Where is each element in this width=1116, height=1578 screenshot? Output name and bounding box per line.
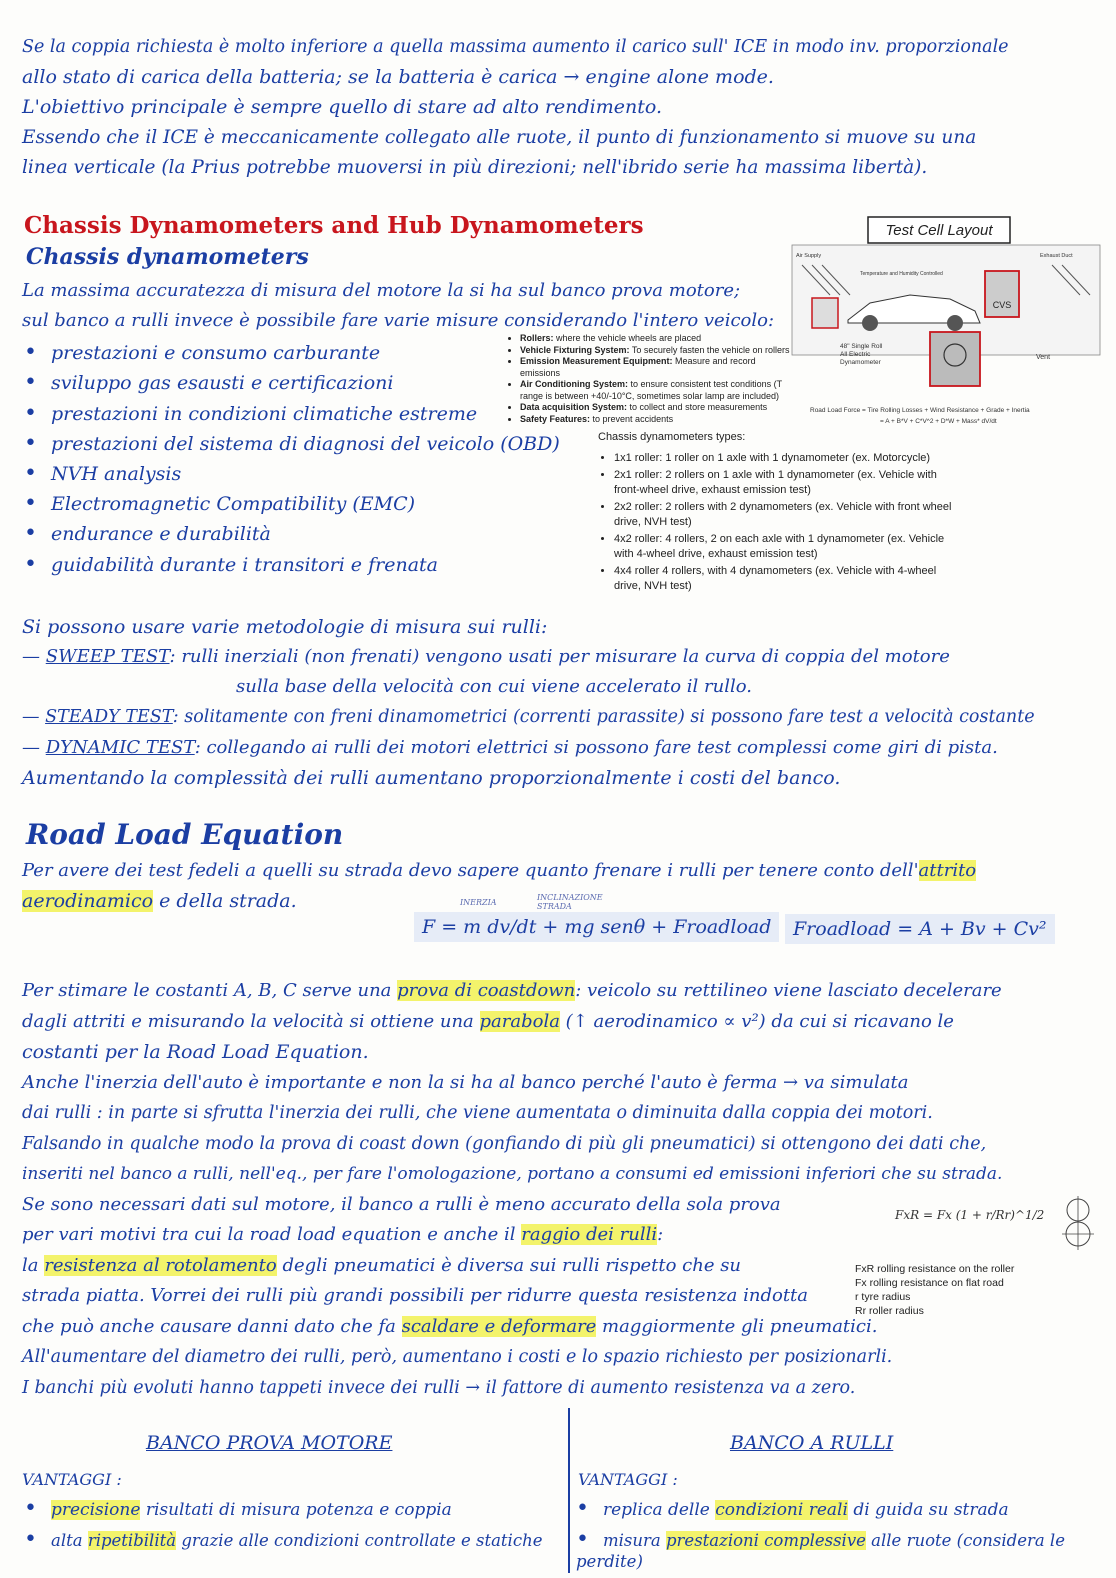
roller-sketch-icon <box>1056 1196 1100 1252</box>
type-item: • 1x1 roller: 1 roller on 1 axle with 1 dynamometer (ex. Motorcycle) <box>614 451 958 466</box>
methods-closing: Aumentando la complessità dei rulli aumentano proporzionalmente i costi del banco. <box>22 767 841 789</box>
roll-caption: FxR rolling resistance on the roller <box>855 1263 1015 1275</box>
car-wheel <box>862 315 878 331</box>
intro-line-5: linea verticale (la Prius potrebbe muoversi in più direzioni; nell'ibrido serie ha massima libertà). <box>22 157 928 178</box>
chassis-bullet: • NVH analysis <box>24 461 181 486</box>
roll-caption: Fx rolling resistance on flat road <box>855 1277 1004 1289</box>
equipment-item: • Emission Measurement Equipment: Measure and record emissions <box>520 356 792 379</box>
steady-test-line: — STEADY TEST: solitamente con freni dinamometrici (correnti parassite) si possono fare test a velocità costante <box>22 707 1035 727</box>
chassis-bullet: • sviluppo gas esausti e certificazioni <box>24 370 393 395</box>
intro-line-1: Se la coppia richiesta è molto inferiore a quella massima aumento il carico sull' ICE in modo inv. proporzionale <box>22 37 1009 57</box>
vent-label: Vent <box>1036 354 1051 361</box>
coastdown-line: dagli attriti e misurando la velocità si ottiene una parabola (↑ aerodinamico ∝ v²) da cui si ricavano le <box>22 1011 954 1032</box>
equipment-item: • Vehicle Fixturing System: To securely fasten the vehicle on rollers <box>520 345 792 357</box>
chassis-bullet: • prestazioni e consumo carburante <box>24 340 380 365</box>
inclinazione-note: INCLINAZIONE STRADA <box>537 893 603 911</box>
dynamic-test-line: — DYNAMIC TEST: collegando ai rulli dei motori elettrici si possono fare test complessi come giri di pista. <box>22 737 998 758</box>
intro-line-3: L'obiettivo principale è sempre quello di stare ad alto rendimento. <box>22 96 663 118</box>
exhaust-duct-label: Exhaust Duct <box>1040 253 1073 259</box>
road-load-formula-2: Froadload = A + Bv + Cv² <box>785 914 1055 944</box>
equipment-item: • Safety Features: to prevent accidents <box>520 414 792 426</box>
chassis-bullet: • Electromagnetic Compatibility (EMC) <box>24 491 415 516</box>
right-bullet: • misura prestazioni complessive alle ruote (considera le perdite) <box>576 1527 1116 1571</box>
dyno-label: All Electric <box>840 351 871 358</box>
sweep-test-line: — SWEEP TEST: rulli inerziali (non frenati) vengono usati per misurare la curva di coppia del motore <box>22 646 950 667</box>
roll-caption: r tyre radius <box>855 1291 911 1303</box>
chassis-bullet: • endurance e durabilità <box>24 521 271 546</box>
dyno-label: 48" Single Roll <box>840 343 883 350</box>
road-load-line-1: Per avere dei test fedeli a quelli su strada devo sapere quanto frenare i rulli per tenere conto dell'attrito <box>22 860 977 881</box>
left-column-title: BANCO PROVA MOTORE <box>146 1432 393 1454</box>
cvs-box <box>985 271 1019 317</box>
equipment-item: • Data acquisition System: to collect and store measurements <box>520 402 792 414</box>
coastdown-line: dai rulli : in parte si sfrutta l'inerzia dei rulli, che viene aumentata o diminuita dalla coppia dei motori. <box>22 1103 933 1123</box>
inerzia-note: INERZIA <box>460 898 497 907</box>
car-wheel <box>947 315 963 331</box>
chassis-line-2: sul banco a rulli invece è possibile fare varie misure considerando l'intero veicolo: <box>22 310 775 331</box>
types-heading: Chassis dynamometers types: <box>598 431 746 443</box>
fan-box <box>812 298 838 328</box>
road-load-title: Road Load Equation <box>26 818 344 851</box>
road-load-formula: Road Load Force = Tire Rolling Losses + Wind Resistance + Grade + Inertia <box>810 407 1030 414</box>
right-column-title: BANCO A RULLI <box>730 1432 894 1454</box>
dyno-box <box>930 332 980 386</box>
sweep-test-line-2: sulla base della velocità con cui viene accelerato il rullo. <box>236 676 752 697</box>
right-vantaggi: VANTAGGI : <box>578 1470 678 1489</box>
coastdown-line: costanti per la Road Load Equation. <box>22 1041 369 1063</box>
chassis-line-1: La massima accuratezza di misura del motore la si ha sul banco prova motore; <box>22 280 741 301</box>
chassis-bullet: • prestazioni in condizioni climatiche estreme <box>24 401 477 426</box>
type-item: • 2x2 roller: 2 rollers with 2 dynamometers (ex. Vehicle with front wheel drive, NVH test) <box>614 500 958 530</box>
coastdown-line: Per stimare le costanti A, B, C serve una prova di coastdown: veicolo su rettilineo viene lasciato decelerare <box>22 980 1002 1001</box>
coastdown-line: inseriti nel banco a rulli, nell'eq., per fare l'omologazione, portano a consumi ed emissioni inferiori che su strada. <box>22 1164 1003 1184</box>
road-load-formula: = A + B*V + C*V^2 + D*W + Mass* dV/dt <box>880 418 997 425</box>
diagram-title: Test Cell Layout <box>885 222 993 239</box>
coastdown-line: Se sono necessari dati sul motore, il banco a rulli è meno accurato della sola prova <box>22 1194 781 1215</box>
type-item: • 2x1 roller: 2 rollers on 1 axle with 1 dynamometer (ex. Vehicle with front-wheel drive, exhaust emission test) <box>614 468 958 498</box>
test-cell-diagram <box>790 215 1105 430</box>
coastdown-line: la resistenza al rotolamento degli pneumatici è diversa sui rulli rispetto che su <box>22 1255 742 1276</box>
coastdown-line: All'aumentare del diametro dei rulli, però, aumentano i costi e lo spazio richiesto per posizionarli. <box>22 1347 893 1367</box>
air-supply-label: Air Supply <box>796 253 822 259</box>
column-divider <box>568 1408 570 1573</box>
type-item: • 4x2 roller: 4 rollers, 2 on each axle with 1 dynamometer (ex. Vehicle with 4-wheel drive, exhaust emission test) <box>614 532 958 562</box>
intro-line-4: Essendo che il ICE è meccanicamente collegato alle ruote, il punto di funzionamento si muove su una <box>22 127 977 148</box>
type-item: • 4x4 roller 4 rollers, with 4 dynamometers (ex. Vehicle with 4-wheel drive, NVH test) <box>614 564 958 594</box>
cvs-label: CVS <box>992 300 1012 310</box>
road-load-line-2: aerodinamico e della strada. <box>22 890 297 912</box>
road-load-formula-1: F = m dv/dt + mg senθ + Froadload <box>414 912 779 942</box>
coastdown-line: I banchi più evoluti hanno tappeti invece dei rulli → il fattore di aumento resistenza va a zero. <box>22 1378 856 1398</box>
left-vantaggi: VANTAGGI : <box>22 1470 122 1489</box>
chassis-bullet: • prestazioni del sistema di diagnosi del veicolo (OBD) <box>24 431 560 456</box>
roll-resistance-formula: FxR = Fx (1 + r/Rr)^1/2 <box>895 1208 1045 1222</box>
temp-label: Temperature and Humidity Controlled <box>860 271 943 277</box>
left-bullet: • precisione risultati di misura potenza e coppia <box>24 1496 452 1521</box>
chassis-bullet: • guidabilità durante i transitori e frenata <box>24 552 438 577</box>
methods-intro: Si possono usare varie metodologie di misura sui rulli: <box>22 616 548 638</box>
section-title: Chassis Dynamometers and Hub Dynamometers <box>24 212 644 239</box>
coastdown-line: Falsando in qualche modo la prova di coast down (gonfiando di più gli pneumatici) si ottengono dei dati che, <box>22 1134 987 1154</box>
intro-line-2: allo stato di carica della batteria; se la batteria è carica → engine alone mode. <box>22 66 774 88</box>
coastdown-line: Anche l'inerzia dell'auto è importante e non la si ha al banco perché l'auto è ferma → va simulata <box>22 1072 909 1093</box>
dyno-types <box>598 430 958 596</box>
roll-captions <box>855 1262 1014 1318</box>
coastdown-line: per vari motivi tra cui la road load equation e anche il raggio dei rulli: <box>22 1224 664 1245</box>
coastdown-line: strada piatta. Vorrei dei rulli più grandi possibili per ridurre questa resistenza indotta <box>22 1285 809 1306</box>
roll-caption: Rr roller radius <box>855 1305 924 1317</box>
equipment-item: • Air Conditioning System: to ensure consistent test conditions (T range is between +40/-10°C, sometimes solar lamp are included) <box>520 379 792 402</box>
equipment-list <box>510 333 792 425</box>
right-bullet: • replica delle condizioni reali di guida su strada <box>576 1496 1009 1521</box>
equipment-item: • Rollers: where the vehicle wheels are placed <box>520 333 792 345</box>
left-bullet: • alta ripetibilità grazie alle condizioni controllate e statiche <box>24 1527 542 1552</box>
coastdown-line: che può anche causare danni dato che fa scaldare e deformare maggiormente gli pneumatici. <box>22 1316 878 1337</box>
dyno-label: Dynamometer <box>840 359 881 366</box>
subsection-title: Chassis dynamometers <box>26 244 309 270</box>
